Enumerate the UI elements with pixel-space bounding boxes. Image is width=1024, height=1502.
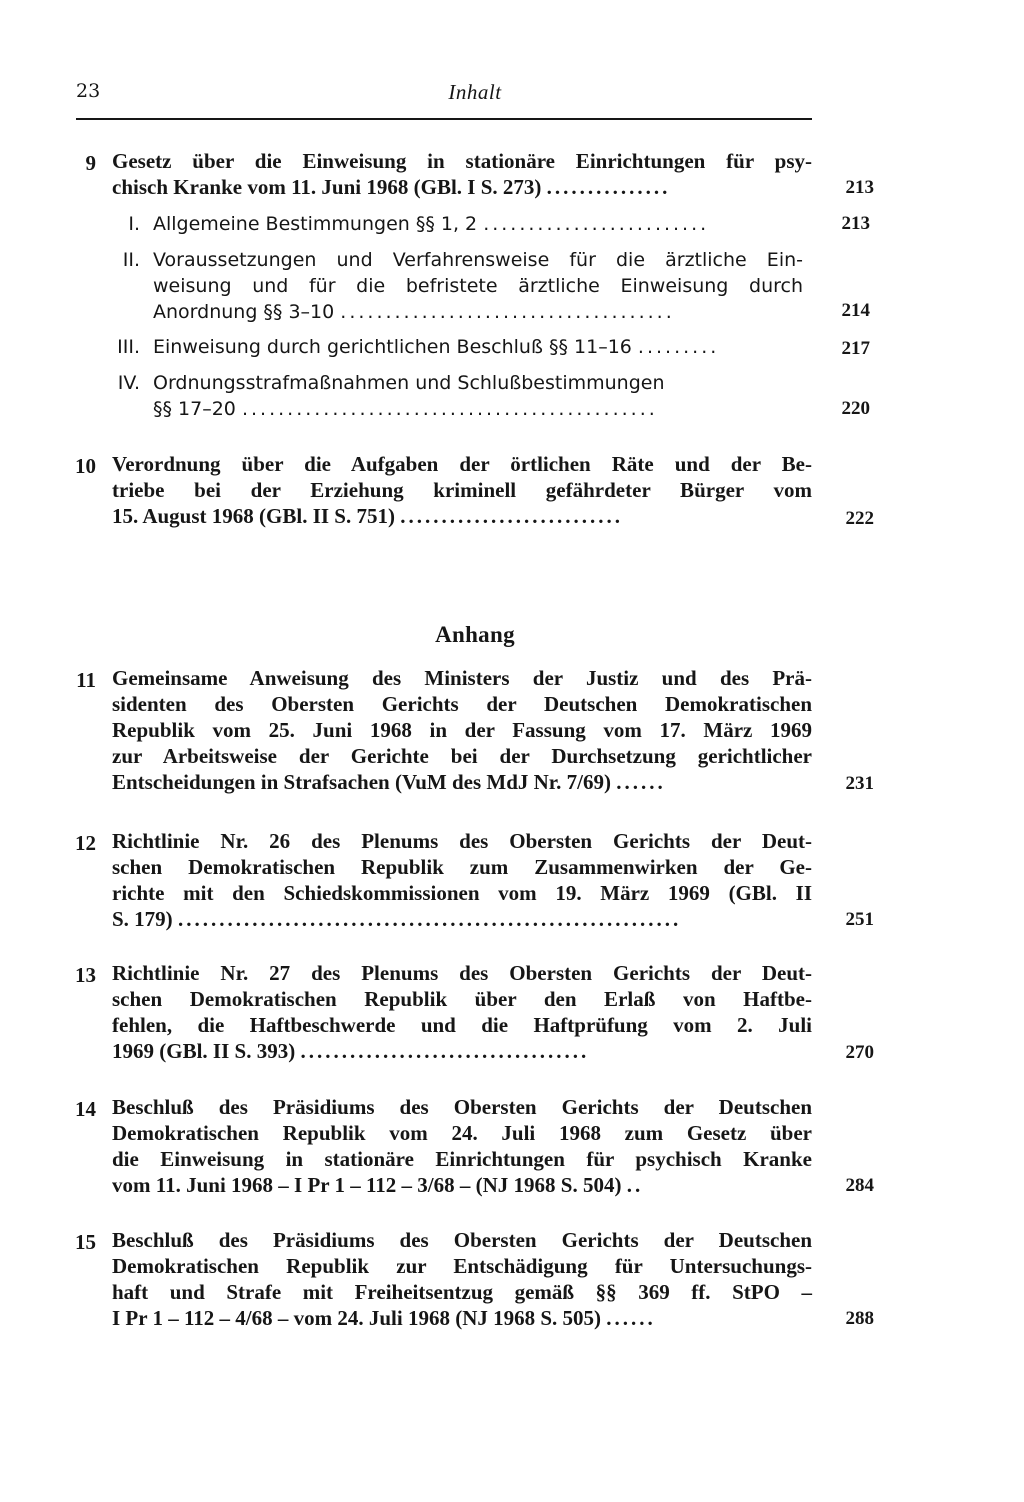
subentry-numeral: I. [128, 213, 140, 235]
page-ref: 214 [841, 300, 870, 321]
entry-line: Demokratischen Republik zur Entschädigung für Untersuchungs- [112, 1254, 812, 1279]
entry-line: triebe bei der Erziehung kriminell gefährdeter Bürger vom [112, 478, 812, 503]
toc-entry [112, 665, 812, 795]
appendix-heading: Anhang [435, 622, 515, 647]
page-number: 23 [76, 80, 101, 102]
entry-line: Republik vom 25. Juni 1968 in der Fassung vom 17. März 1969 [112, 718, 812, 743]
entry-line: fehlen, die Haftbeschwerde und die Haftprüfung vom 2. Juli [112, 1013, 812, 1038]
page-ref: 284 [845, 1175, 874, 1196]
entry-number: 12 [75, 831, 96, 855]
entry-line: S. 179) ............................................................. [112, 907, 682, 932]
entry-number: 11 [76, 668, 96, 692]
subentry-line: Ordnungsstrafmaßnahmen und Schlußbestimmungen [153, 372, 665, 394]
entry-line: Beschluß des Präsidiums des Obersten Gerichts der Deutschen [112, 1228, 812, 1252]
page-ref: 220 [841, 398, 870, 419]
entry-number: 10 [75, 454, 96, 478]
entry-number: 14 [75, 1097, 96, 1121]
page-ref: 288 [845, 1308, 874, 1329]
entry-line: schen Demokratischen Republik zum Zusammenwirken der Ge- [112, 855, 812, 880]
toc-entry [112, 1094, 812, 1198]
subentry-line: weisung und für die befristete ärztliche Einweisung durch [153, 275, 803, 297]
subentry-line: Voraussetzungen und Verfahrensweise für die ärztliche Ein- [153, 249, 803, 271]
running-head: Inhalt [448, 80, 502, 104]
entry-line: Gesetz über die Einweisung in stationäre Einrichtungen für psy- [112, 149, 812, 173]
entry-line: haft und Strafe mit Freiheitsentzug gemäß §§ 369 ff. StPO – [112, 1280, 812, 1305]
toc-entry [112, 451, 812, 529]
toc-entry [112, 1227, 812, 1331]
toc-entry [112, 828, 812, 932]
subentry-numeral: II. [122, 249, 140, 271]
entry-line: I Pr 1 – 112 – 4/68 – vom 24. Juli 1968 (NJ 1968 S. 505) ...... [112, 1306, 656, 1331]
entry-line: Entscheidungen in Strafsachen (VuM des MdJ Nr. 7/69) ...... [112, 770, 666, 795]
entry-line: Richtlinie Nr. 27 des Plenums des Obersten Gerichts der Deut- [112, 961, 812, 985]
entry-number: 15 [75, 1230, 96, 1254]
page-ref: 222 [845, 508, 874, 529]
entry-line: Richtlinie Nr. 26 des Plenums des Obersten Gerichts der Deut- [112, 829, 812, 853]
page-ref: 213 [841, 213, 870, 234]
subentry-line: §§ 17–20 [153, 398, 236, 420]
entry-number: 9 [85, 151, 96, 175]
entry-line: die Einweisung in stationäre Einrichtungen für psychisch Kranke [112, 1147, 812, 1172]
toc-entry [112, 148, 812, 200]
page-ref: 213 [845, 177, 874, 198]
page-ref: 251 [845, 909, 874, 930]
entry-line: 15. August 1968 (GBl. II S. 751) ........................... [112, 504, 623, 529]
toc-entry [112, 960, 812, 1064]
page-ref: 270 [845, 1042, 874, 1063]
entry-line: 1969 (GBl. II S. 393) ................................... [112, 1039, 590, 1064]
subentry-line: Allgemeine Bestimmungen §§ 1, 2 [153, 213, 478, 235]
entry-line: Gemeinsame Anweisung des Ministers der Justiz und des Prä- [112, 666, 812, 690]
entry-line: chisch Kranke vom 11. Juni 1968 (GBl. I S. 273) ............... [112, 175, 671, 200]
entry-line: vom 11. Juni 1968 – I Pr 1 – 112 – 3/68 – (NJ 1968 S. 504) .. [112, 1173, 644, 1198]
subentry-line: Anordnung §§ 3–10 [153, 301, 335, 323]
entry-line: schen Demokratischen Republik über den Erlaß von Haftbe- [112, 987, 812, 1012]
subentry-numeral: IV. [117, 372, 140, 394]
entry-line: richte mit den Schiedskommissionen vom 19. März 1969 (GBl. II [112, 881, 812, 906]
page-ref: 231 [845, 773, 874, 794]
document-page: 23 Inhalt 9 Gesetz über die Einweisung in stationäre Einrichtungen für psy- chisch Kranke vom 11. Juni 1968 (GBl. I S. 273) ............... 213 I. Allgemeine Bestimmungen §§ 1, 2 ......................... 213 II. Voraussetzungen und Verfahrensweise für die ärztliche Ein- weisung und für die befristete ärztliche Einweisung durch Anordnung §§ 3–10 ..................................... 214 III. Einweisung durch gerichtlichen Beschluß §§ 11–16 ......... 217 IV. Ordnungsstrafmaßnahmen und Schlußbestimmungen §§ 17–20 .............................................. 220 10 Verordnung über die Aufgaben der örtlichen Räte und der Be- triebe bei der Erziehung kriminell gefährdeter Bürger vom 15. August 1968 (GBl. II S. 751) ........................... 222 Anhang 11 Gemeinsame Anweisung des Ministers der Justiz und des Prä- sidenten des Obersten Gerichts der Deutschen Demokratischen Republik vom 25. Juni 1968 in der Fassung vom 17. März 1969 zur Arbeitsweise der Gerichte bei der Durchsetzung gerichtlicher Entscheidungen in Strafsachen (VuM des MdJ Nr. 7/69) ...... 231 12 Richtlinie Nr. 26 des Plenums des Obersten Gerichts der Deut- schen Demokratischen Republik zum Zusammenwirken der Ge- richte mit den Schiedskommissionen vom 19. März 1969 (GBl. II S. 179) ............................................................. 251 13 Richtlinie Nr. 27 des Plenums des Obersten Gerichts der Deut- schen Demokratischen Republik über den Erlaß von Haftbe- fehlen, die Haftbeschwerde und die Haftprüfung vom 2. Juli 1969 (GBl. II S. 393) ................................... 270 14 Beschluß des Präsidiums des Obersten Gerichts der Deutschen Demokratischen Republik vom 24. Juli 1968 zum Gesetz über die Einweisung in stationäre Einrichtungen für psychisch Kranke vom 11. Juni 1968 – I Pr 1 – 112 – 3/68 – (NJ 1968 S. 504) .. 284 15 Beschluß des Präsidiums des Obersten Gerichts der Deutschen Demokratischen Republik zur Entschädigung für Untersuchungs- haft und Strafe mit Freiheitsentzug gemäß §§ 369 ff. StPO – I Pr 1 – 112 – 4/68 – vom 24. Juli 1968 (NJ 1968 S. 505) ...... 288 [0, 0, 1024, 1502]
header-rule [76, 118, 812, 120]
entry-line: Demokratischen Republik vom 24. Juli 1968 zum Gesetz über [112, 1121, 812, 1146]
entry-number: 13 [75, 963, 96, 987]
subentry-line: Einweisung durch gerichtlichen Beschluß §§ 11–16 [153, 336, 632, 358]
entry-line: Verordnung über die Aufgaben der örtlichen Räte und der Be- [112, 452, 812, 476]
entry-line: sidenten des Obersten Gerichts der Deutschen Demokratischen [112, 692, 812, 717]
subentry-numeral: III. [117, 336, 140, 358]
page-ref: 217 [841, 338, 870, 359]
entry-line: zur Arbeitsweise der Gerichte bei der Durchsetzung gerichtlicher [112, 744, 812, 769]
entry-line: Beschluß des Präsidiums des Obersten Gerichts der Deutschen [112, 1095, 812, 1119]
